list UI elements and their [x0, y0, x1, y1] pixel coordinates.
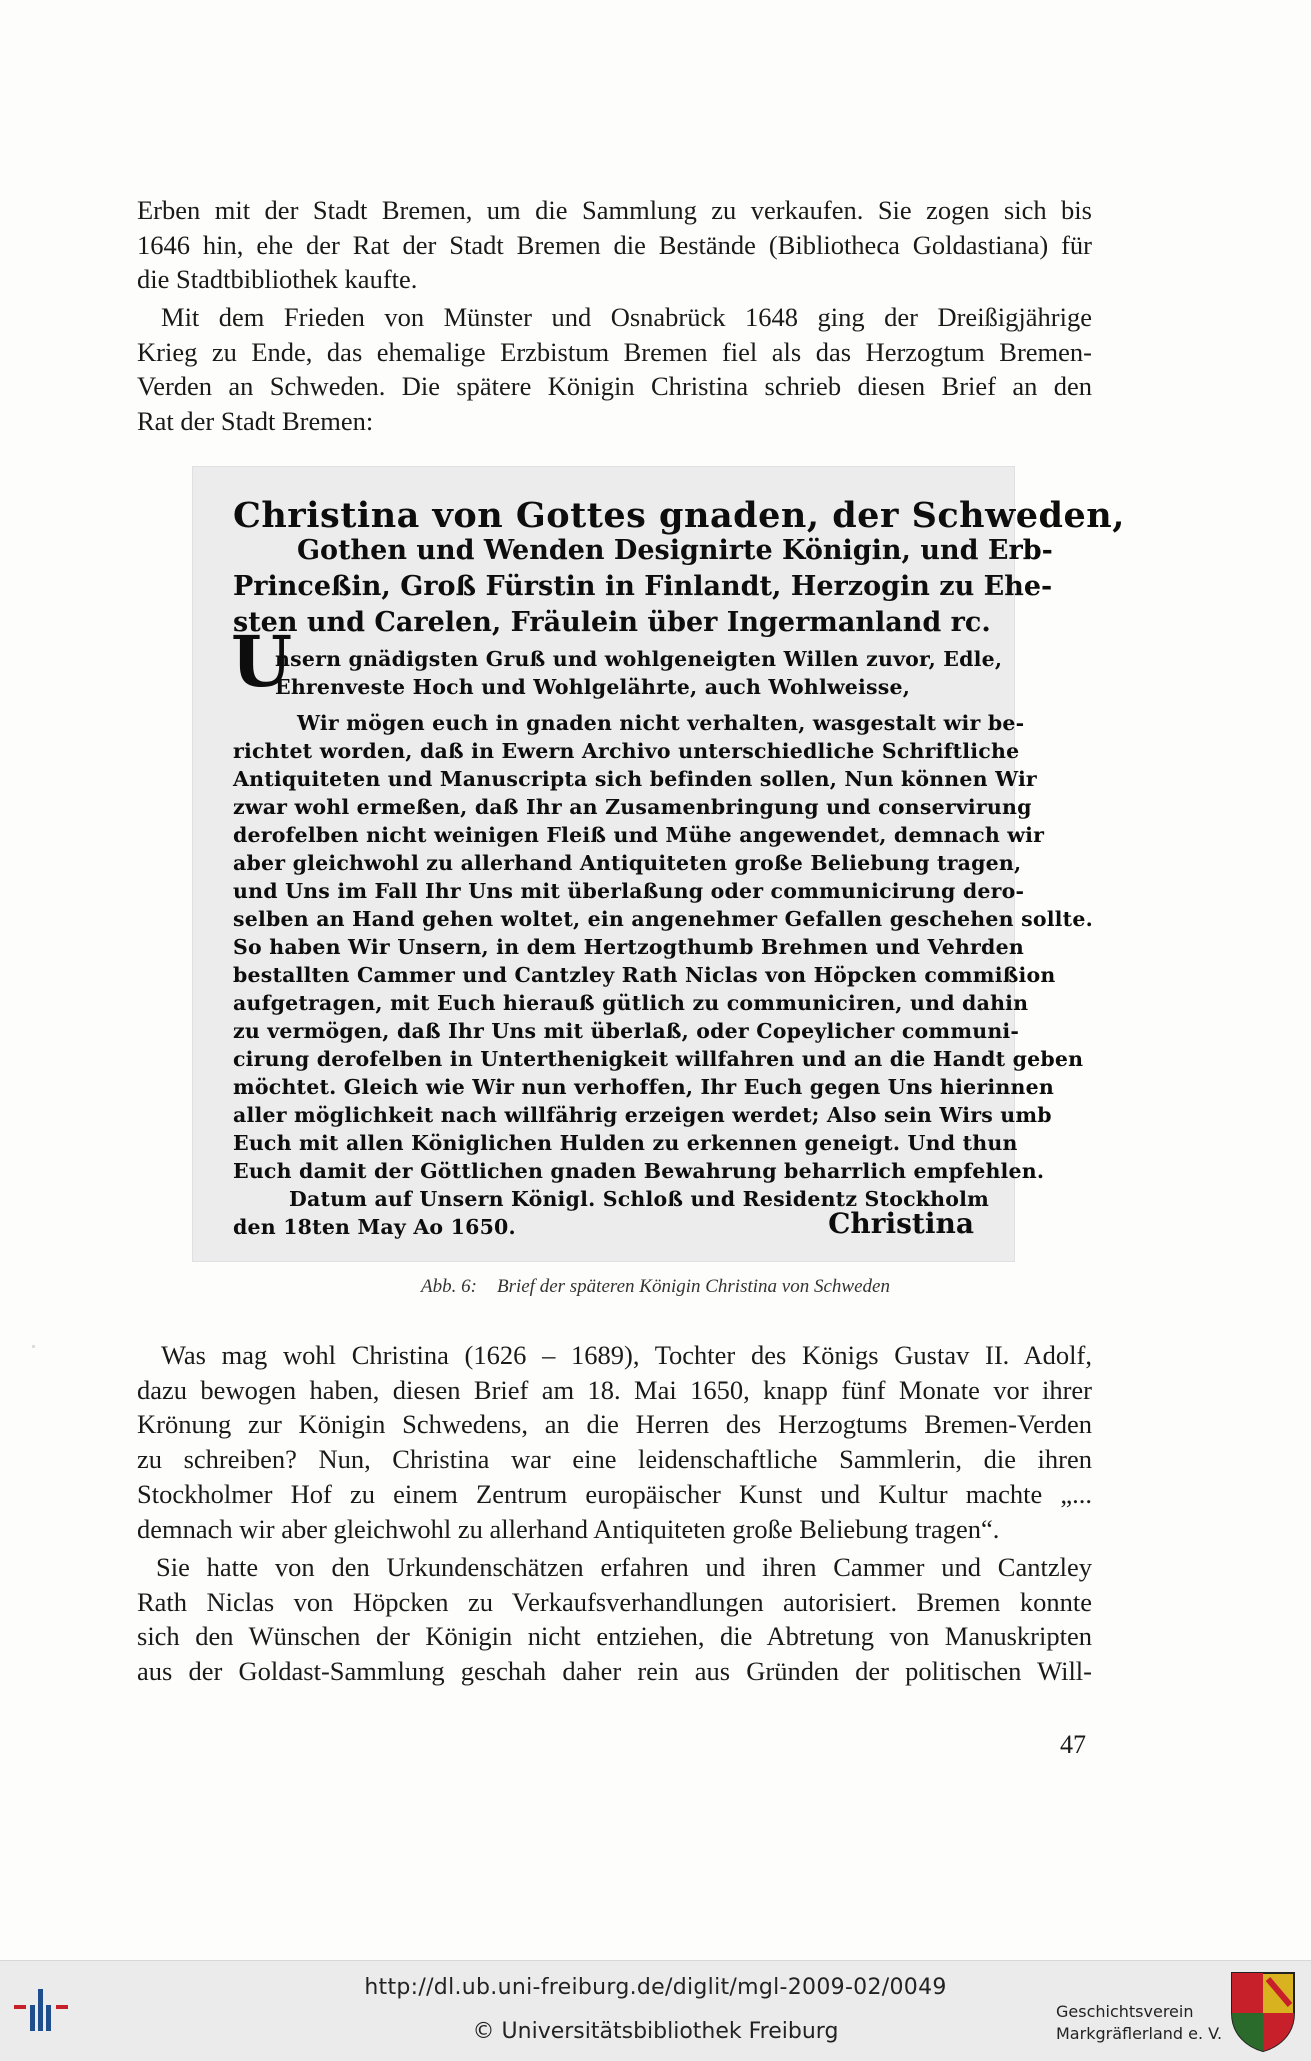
- org-name-line: Geschichtsverein: [1056, 2002, 1194, 2021]
- letter-body-line: Datum auf Unsern Königl. Schloß und Residentz Stockholm: [289, 1187, 990, 1211]
- page-number: 47: [1060, 1730, 1086, 1759]
- text-line: sich den Wünschen der Königin nicht entziehen, die Abtretung von Manuskripten: [137, 1621, 1092, 1652]
- coat-of-arms-icon[interactable]: [1228, 1969, 1298, 2053]
- org-name-line: Markgräflerland e. V.: [1056, 2024, 1223, 2043]
- letter-body-line: zu vermögen, daß Ihr Uns mit überlaß, oder Copeylicher communi-: [233, 1019, 1020, 1043]
- text-line: Krönung zur Königin Schwedens, an die Herren des Herzogtums Bremen-Verden: [137, 1409, 1092, 1440]
- text-line: zu schreiben? Nun, Christina war eine leidenschaftliche Sammlerin, die ihren: [137, 1444, 1092, 1475]
- letter-body-line: möchtet. Gleich wie Wir nun verhoffen, Ihr Euch gegen Uns hierinnen: [233, 1075, 1054, 1099]
- letter-body-line: derofelben nicht weinigen Fleiß und Mühe angewendet, demnach wir: [233, 823, 1045, 847]
- letter-body-line: selben an Hand gehen woltet, ein angenehmer Gefallen geschehen sollte.: [233, 907, 1093, 931]
- text-line: Stockholmer Hof zu einem Zentrum europäischer Kunst und Kultur machte „...: [137, 1478, 1092, 1509]
- text-line: Erben mit der Stadt Bremen, um die Sammlung zu verkaufen. Sie zogen sich bis: [137, 195, 1092, 225]
- letter-facsimile: [192, 466, 1125, 1262]
- text-line: 1646 hin, ehe der Rat der Stadt Bremen die Bestände (Bibliotheca Goldastiana) für: [137, 229, 1092, 260]
- letter-initial: U: [231, 620, 293, 703]
- letter-salutation: Ehrenveste Hoch und Wohlgelährte, auch Wohlweisse,: [275, 675, 911, 699]
- caption-text: Brief der späteren Königin Christina von Schweden: [496, 1276, 890, 1297]
- letter-title: Christina von Gottes gnaden, der Schweden,: [233, 495, 1125, 536]
- paragraph-2: [137, 300, 1092, 439]
- letter-body-line: den 18ten May Ao 1650.: [233, 1215, 516, 1239]
- paragraph-1: [137, 193, 1092, 297]
- letter-subtitle-line: Gothen und Wenden Designirte Königin, und Erb-: [297, 535, 1053, 566]
- figure-caption: [0, 1276, 1311, 1298]
- letter-body-line: zwar wohl ermeßen, daß Ihr an Zusamenbringung und conservirung: [233, 795, 1032, 819]
- text-line: aus der Goldast-Sammlung geschah daher rein aus Gründen der politischen Will-: [137, 1656, 1092, 1687]
- text-line: Was mag wohl Christina (1626 – 1689), Tochter des Königs Gustav II. Adolf,: [161, 1340, 1092, 1370]
- letter-body-line: Antiquiteten und Manuscripta sich befinden sollen, Nun können Wir: [233, 767, 1037, 791]
- viewer-footer: [0, 1960, 1311, 2061]
- paragraph-3: [137, 1338, 1092, 1546]
- letter-subtitle-line: Princeßin, Groß Fürstin in Finlandt, Herzogin zu Ehe-: [233, 571, 1053, 602]
- paragraph-4: [137, 1550, 1092, 1689]
- letter-body-line: bestallten Cammer und Cantzley Rath Niclas von Höpcken commißion: [233, 963, 1056, 987]
- footer-url-link[interactable]: http://dl.ub.uni-freiburg.de/diglit/mgl-2009-02/0049: [364, 1975, 947, 2000]
- letter-body-line: aber gleichwohl zu allerhand Antiquiteten große Beliebung tragen,: [233, 851, 1022, 875]
- text-line: Krieg zu Ende, das ehemalige Erzbistum Bremen fiel als das Herzogtum Bremen-: [137, 336, 1092, 367]
- text-line: Sie hatte von den Urkundenschätzen erfahren und ihren Cammer und Cantzley: [156, 1552, 1092, 1582]
- letter-body-line: Euch damit der Göttlichen gnaden Bewahrung beharrlich empfehlen.: [233, 1159, 1045, 1183]
- text-line: dazu bewogen haben, diesen Brief am 18. Mai 1650, knapp fünf Monate vor ihrer: [137, 1374, 1092, 1405]
- text-line: Rath Niclas von Höpcken zu Verkaufsverhandlungen autorisiert. Bremen konnte: [137, 1586, 1092, 1617]
- letter-salutation: nsern gnädigsten Gruß und wohlgeneigten Willen zuvor, Edle,: [275, 647, 1003, 671]
- letter-body-line: und Uns im Fall Ihr Uns mit überlaßung oder communicirung dero-: [233, 879, 1025, 903]
- letter-body-line: Euch mit allen Königlichen Hulden zu erkennen geneigt. Und thun: [233, 1131, 1018, 1155]
- text-line: die Stadtbibliothek kaufte.: [137, 264, 418, 295]
- letter-body-line: Wir mögen euch in gnaden nicht verhalten, wasgestalt wir be-: [297, 711, 1025, 735]
- letter-body-line: aufgetragen, mit Euch hierauß gütlich zu communiciren, und dahin: [233, 991, 1029, 1015]
- letter-body-line: aller möglichkeit nach willfährig erzeigen werdet; Also sein Wirs umb: [233, 1103, 1052, 1127]
- caption-label: Abb. 6:: [421, 1276, 477, 1297]
- letter-signature: Christina: [828, 1207, 974, 1240]
- footer-organization[interactable]: [1056, 2001, 1222, 2045]
- letter-body-line: cirung derofelben in Unterthenigkeit willfahren und an die Handt geben: [233, 1047, 1084, 1071]
- letter-body-line: So haben Wir Unsern, in dem Hertzogthumb Brehmen und Vehrden: [233, 935, 1024, 959]
- letter-subtitle-line: sten und Carelen, Fräulein über Ingermanland rc.: [233, 607, 991, 638]
- scan-speck: [32, 1345, 35, 1348]
- footer-copyright: © Universitätsbibliothek Freiburg: [472, 2019, 839, 2044]
- text-line: demnach wir aber gleichwohl zu allerhand Antiquiteten große Beliebung tragen“.: [137, 1513, 1000, 1544]
- text-line: Rat der Stadt Bremen:: [137, 406, 374, 437]
- text-line: Verden an Schweden. Die spätere Königin Christina schrieb diesen Brief an den: [137, 371, 1092, 402]
- text-line: Mit dem Frieden von Münster und Osnabrück 1648 ging der Dreißigjährige: [161, 302, 1092, 332]
- letter-body-line: richtet worden, daß in Ewern Archivo unterschiedliche Schriftliche: [233, 739, 1020, 763]
